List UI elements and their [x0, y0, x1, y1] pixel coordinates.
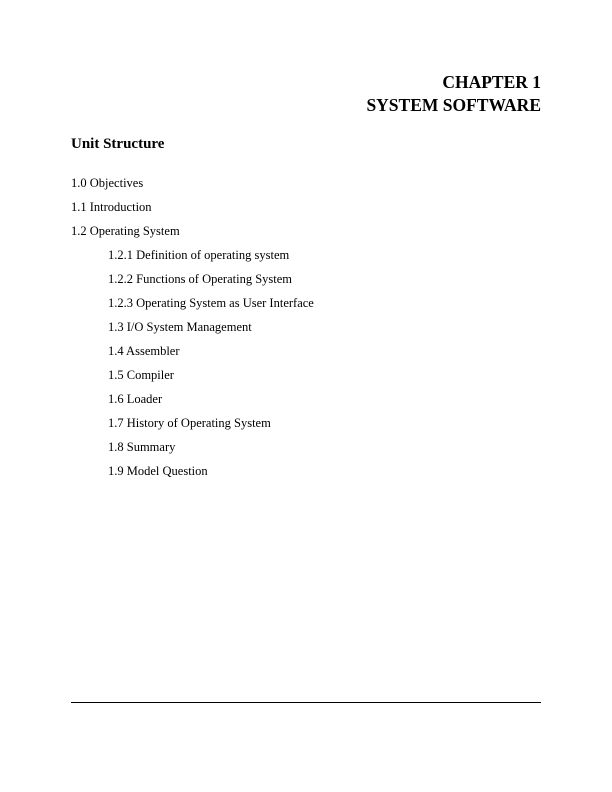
toc-item: 1.2.2 Functions of Operating System [108, 272, 293, 286]
chapter-number: CHAPTER 1 [442, 72, 541, 92]
toc-item: 1.8 Summary [108, 440, 176, 454]
toc-item: 1.4 Assembler [108, 344, 180, 358]
toc-item: 1.7 History of Operating System [108, 416, 271, 430]
toc-item: 1.2 Operating System [71, 224, 180, 238]
toc-item: 1.0 Objectives [71, 176, 144, 190]
footer-divider [71, 702, 541, 703]
unit-structure-heading: Unit Structure [71, 136, 165, 152]
toc-item: 1.6 Loader [108, 392, 163, 406]
unit-structure-list [71, 171, 314, 483]
toc-item: 1.5 Compiler [108, 368, 174, 382]
toc-item: 1.2.1 Definition of operating system [108, 248, 290, 262]
toc-item: 1.9 Model Question [108, 464, 208, 478]
toc-item: 1.1 Introduction [71, 200, 152, 214]
chapter-title: SYSTEM SOFTWARE [366, 95, 541, 115]
toc-item: 1.3 I/O System Management [108, 320, 252, 334]
chapter-heading [366, 71, 541, 117]
toc-item: 1.2.3 Operating System as User Interface [108, 296, 314, 310]
